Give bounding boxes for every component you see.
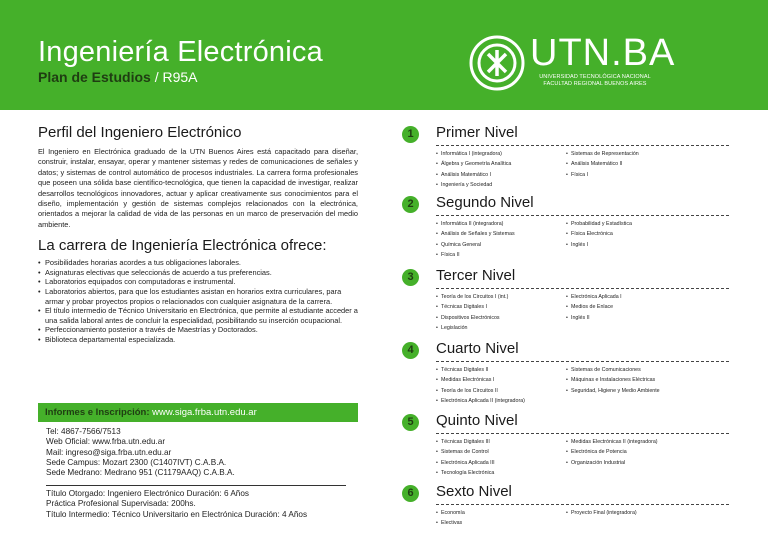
ofrece-title: La carrera de Ingeniería Electrónica ofrece:	[38, 237, 327, 255]
informes-bar	[38, 403, 358, 422]
divider	[436, 433, 729, 434]
utn-university-name	[530, 74, 660, 88]
perfil-text: El Ingeniero en Electrónica graduado de la UTN Buenos Aires está capacitado para diseñar, construir, instalar, ensayar, operar y mantener sistemas y redes de comunicaciones de señales y datos; y sistemas de control automático de procesos industriales. La carrera forma profesionales que poseen una sólida base científico-tecnológica, que tienen la capacidad de investigar, realizar desarrollos tecnológicos innovadores, actuar y aplicar creativamente sus conocimientos para el diseño, implementación y gestión de sistemas complejos relacionados con la electrónica, orientados a mejorar la calidad de vida de las personas en un marco de preservación del medio ambiente.	[38, 147, 358, 229]
list-item: • Análisis de Señales y Sistemas	[436, 229, 581, 239]
level-col-1	[436, 149, 581, 191]
level-title: Tercer Nivel	[436, 267, 516, 284]
contact-campus: Sede Campus: Mozart 2300 (C1407IVT) C.A.B.A.	[46, 457, 227, 467]
list-item: • Laboratorios equipados con computadoras e instrumental.	[38, 277, 358, 287]
list-item: • Máquinas e Instalaciones Eléctricas	[566, 375, 711, 385]
subtitle-separator: /	[150, 69, 163, 85]
list-item: • Técnicas Digitales III	[436, 437, 581, 447]
level-col-1	[436, 437, 581, 479]
header-banner	[0, 0, 768, 110]
level-col-2	[566, 149, 711, 180]
level-col-1	[436, 508, 581, 529]
subtitle-plan: Plan de Estudios	[38, 69, 151, 85]
list-item: • Tecnología Electrónica	[436, 468, 581, 478]
list-item: • Sistemas de Representación	[566, 149, 711, 159]
level-col-1	[436, 219, 581, 261]
perfil-title: Perfil del Ingeniero Electrónico	[38, 124, 242, 141]
utn-brand: UTN.BA	[530, 32, 676, 74]
level-number-badge: 5	[402, 414, 419, 431]
list-item: • Análisis Matemático II	[566, 159, 711, 169]
divider	[436, 288, 729, 289]
level-number-badge: 2	[402, 196, 419, 213]
level-col-2	[566, 508, 711, 518]
list-item: • Medidas Electrónicas II (integradora)	[566, 437, 711, 447]
level-number-badge: 6	[402, 485, 419, 502]
level-title: Primer Nivel	[436, 124, 518, 141]
titulo-otorgado: Título Otorgado: Ingeniero Electrónico Duración: 6 Años	[46, 489, 249, 498]
utn-emblem-icon	[468, 34, 526, 92]
informes-label: Informes e Inscripción:	[45, 407, 150, 418]
titles-block	[46, 489, 307, 520]
list-item: • Técnicas Digitales I	[436, 302, 581, 312]
utn-logo	[468, 34, 708, 98]
list-item: • Inglés I	[566, 240, 711, 250]
list-item: • Álgebra y Geometría Analítica	[436, 159, 581, 169]
list-item: • Legislación	[436, 323, 581, 333]
list-item: • Electivas	[436, 518, 581, 528]
list-item: • Proyecto Final (integradora)	[566, 508, 711, 518]
level-title: Quinto Nivel	[436, 412, 518, 429]
level-col-2	[566, 219, 711, 250]
level-col-2	[566, 437, 711, 468]
divider	[436, 145, 729, 146]
list-item: • Sistemas de Comunicaciones	[566, 365, 711, 375]
list-item: • Química General	[436, 240, 581, 250]
list-item: • Ingeniería y Sociedad	[436, 180, 581, 190]
list-item: • Asignaturas electivas que seleccionás de acuerdo a tus preferencias.	[38, 268, 358, 278]
practica-profesional: Práctica Profesional Supervisada: 200hs.	[46, 499, 196, 509]
list-item: • Informática II (integradora)	[436, 219, 581, 229]
list-item: • Teoría de los Circuitos II	[436, 386, 581, 396]
page-title: Ingeniería Electrónica	[38, 36, 323, 68]
level-number-badge: 1	[402, 126, 419, 143]
page-subtitle	[38, 69, 198, 85]
contact-web[interactable]: Web Oficial: www.frba.utn.edu.ar	[46, 437, 166, 447]
level-col-2	[566, 365, 711, 396]
level-col-1	[436, 365, 581, 407]
list-item: • Medios de Enlace	[566, 302, 711, 312]
list-item: • Posibilidades horarias acordes a tus obligaciones laborales.	[38, 258, 358, 268]
divider	[436, 361, 729, 362]
list-item: • Sistemas de Control	[436, 447, 581, 457]
level-title: Sexto Nivel	[436, 483, 512, 500]
list-item: • Análisis Matemático I	[436, 170, 581, 180]
list-item: • Física I	[566, 170, 711, 180]
list-item: • Electrónica Aplicada II (integradora)	[436, 396, 581, 406]
contact-mail[interactable]: Mail: ingreso@siga.frba.utn.edu.ar	[46, 447, 172, 457]
list-item: • Economía	[436, 508, 581, 518]
level-title: Cuarto Nivel	[436, 340, 519, 357]
list-item: • Técnicas Digitales II	[436, 365, 581, 375]
ofrece-list	[38, 258, 358, 344]
list-item: • Organización Industrial	[566, 458, 711, 468]
list-item: • Probabilidad y Estadística	[566, 219, 711, 229]
list-item: • Teoría de los Circuitos I (int.)	[436, 292, 581, 302]
list-item: • Biblioteca departamental especializada.	[38, 335, 358, 345]
divider	[46, 485, 346, 486]
left-column	[38, 124, 358, 345]
contact-phone: Tel: 4867-7566/7513	[46, 427, 121, 436]
list-item: • Electrónica Aplicada III	[436, 458, 581, 468]
utn-line2: FACULTAD REGIONAL BUENOS AIRES	[543, 81, 647, 87]
divider	[436, 215, 729, 216]
level-number-badge: 4	[402, 342, 419, 359]
titulo-intermedio: Título Intermedio: Técnico Universitario en Electrónica Duración: 4 Años	[46, 509, 308, 519]
informes-link[interactable]: www.siga.frba.utn.edu.ar	[149, 407, 257, 418]
subtitle-code: R95A	[162, 69, 198, 85]
list-item: • Física Electrónica	[566, 229, 711, 239]
list-item: • Inglés II	[566, 313, 711, 323]
level-title: Segundo Nivel	[436, 194, 534, 211]
list-item: • Dispositivos Electrónicos	[436, 313, 581, 323]
level-col-2	[566, 292, 711, 323]
list-item: • Seguridad, Higiene y Medio Ambiente	[566, 386, 711, 396]
list-item: • Electrónica Aplicada I	[566, 292, 711, 302]
contact-block	[46, 427, 235, 478]
utn-line1: UNIVERSIDAD TECNOLÓGICA NACIONAL	[539, 74, 651, 80]
list-item: • Física II	[436, 250, 581, 260]
list-item: • Informática I (integradora)	[436, 149, 581, 159]
list-item: • El título intermedio de Técnico Universitario en Electrónica, que permite al estudiante acceder a una salida laboral antes de concluir la especialidad, posibilitando su inserción ocupacional.	[38, 306, 358, 325]
divider	[436, 504, 729, 505]
list-item: • Electrónica de Potencia	[566, 447, 711, 457]
level-number-badge: 3	[402, 269, 419, 286]
level-col-1	[436, 292, 581, 334]
list-item: • Laboratorios abiertos, para que los estudiantes asistan en horarios extra curriculares, para armar y probar proyectos propios o relacionados con cualquier asignatura de la carrera.	[38, 287, 358, 306]
list-item: • Perfeccionamiento posterior a través de Maestrías y Doctorados.	[38, 325, 358, 335]
list-item: • Medidas Electrónicas I	[436, 375, 581, 385]
contact-medrano: Sede Medrano: Medrano 951 (C1179AAQ) C.A.B.A.	[46, 468, 235, 478]
